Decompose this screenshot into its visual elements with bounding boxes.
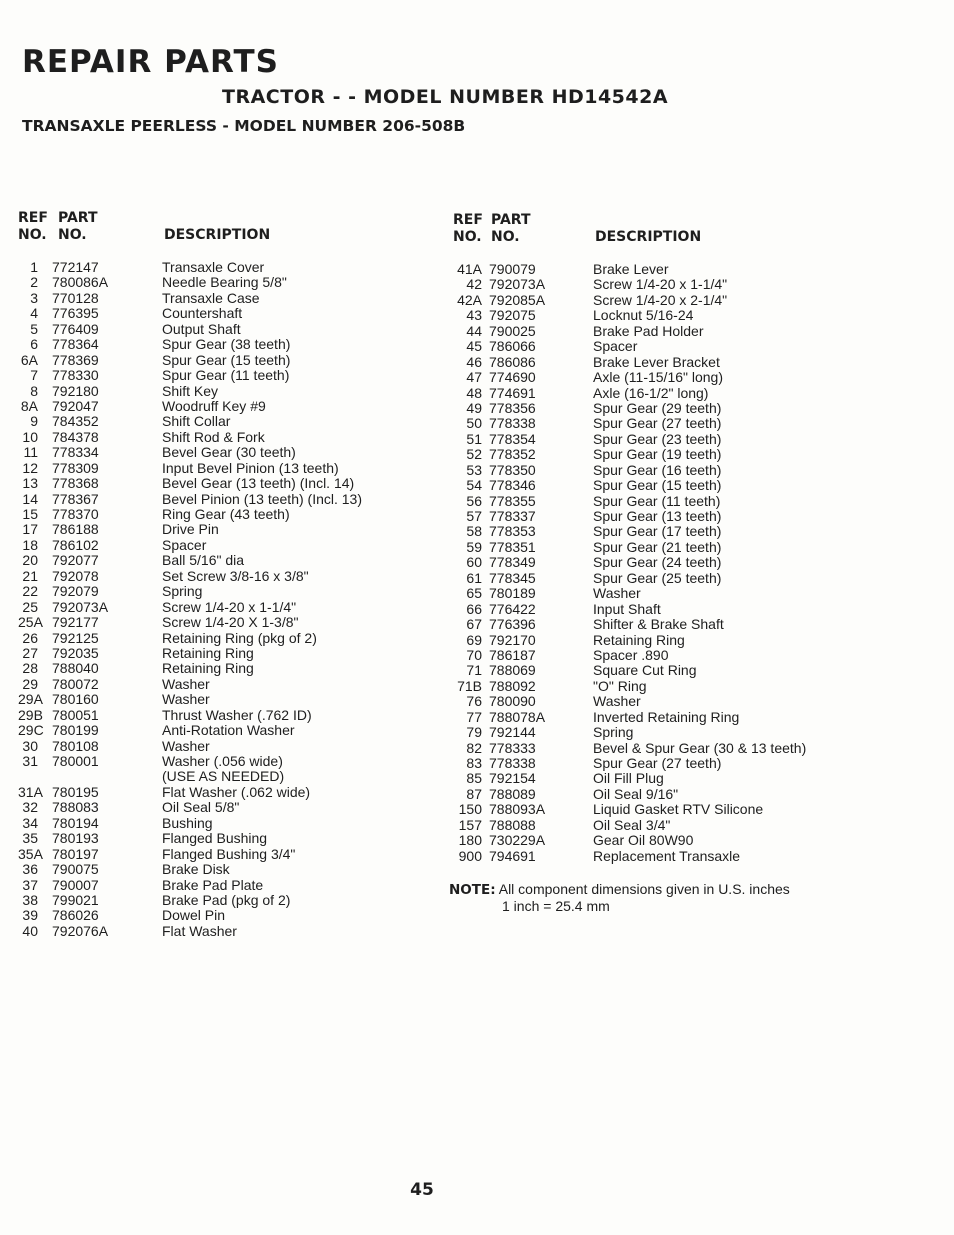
- part-number: 778370: [52, 506, 99, 522]
- part-number: 792170: [489, 631, 536, 648]
- part-number: 780199: [52, 722, 99, 739]
- part-description: Washer: [162, 691, 210, 708]
- part-number: 778330: [52, 367, 99, 384]
- part-number: 790075: [52, 861, 99, 878]
- ref-number: 54: [466, 477, 482, 494]
- part-description: Oil Seal 9/16": [593, 785, 679, 802]
- ref-number: 27: [22, 644, 38, 661]
- ref-number: 34: [22, 814, 38, 831]
- ref-number: 70: [466, 646, 482, 663]
- ref-number: 150: [458, 801, 482, 818]
- part-description: Square Cut Ring: [593, 662, 697, 679]
- ref-number: 58: [466, 523, 482, 540]
- part-description: (USE AS NEEDED): [162, 768, 285, 785]
- ref-number: 157: [458, 816, 482, 833]
- part-number: 778346: [489, 477, 536, 494]
- part-number: 774690: [489, 369, 536, 386]
- ref-number: 8: [30, 382, 38, 399]
- part-label: PART: [491, 212, 531, 228]
- ref-number: 66: [466, 600, 482, 617]
- ref-number: 13: [22, 475, 38, 492]
- part-label: PART: [58, 210, 98, 226]
- part-description: Washer: [593, 693, 641, 710]
- part-number: 780090: [489, 693, 536, 710]
- part-description: Input Bevel Pinion (13 teeth): [162, 459, 339, 476]
- part-description: Retaining Ring: [162, 660, 254, 677]
- part-description: Washer: [162, 737, 210, 754]
- part-number: 778356: [489, 399, 536, 416]
- part-description: Retaining Ring: [162, 644, 254, 661]
- part-number: 774691: [489, 384, 536, 401]
- part-description: Flat Washer (.062 wide): [162, 783, 311, 800]
- part-number: 778333: [489, 739, 536, 756]
- note-text: All component dimensions given in U.S. inches: [498, 881, 790, 897]
- ref-number: 8A: [20, 397, 38, 414]
- part-description: Thrust Washer (.762 ID): [162, 706, 312, 723]
- part-description: Spur Gear (38 teeth): [162, 336, 291, 353]
- part-number: 786026: [52, 907, 99, 924]
- description-label: DESCRIPTION: [595, 229, 702, 245]
- part-number: 788083: [52, 799, 99, 816]
- ref-number: 42: [466, 276, 482, 293]
- part-description: Replacement Transaxle: [593, 847, 741, 864]
- part-number: 778355: [489, 492, 536, 509]
- part-description: Spur Gear (17 teeth): [593, 523, 722, 540]
- part-number: 788089: [489, 785, 536, 802]
- part-number: 792085A: [489, 291, 546, 308]
- part-description: Countershaft: [162, 305, 243, 322]
- part-description: Gear Oil 80W90: [593, 832, 694, 849]
- part-number: 780001: [52, 753, 99, 769]
- part-description: Spur Gear (27 teeth): [593, 755, 722, 771]
- ref-number: 83: [466, 755, 482, 771]
- part-number: 799021: [52, 891, 99, 908]
- part-description: Shifter & Brake Shaft: [593, 616, 724, 633]
- part-number: 730229A: [489, 832, 546, 849]
- ref-number: 61: [466, 569, 482, 586]
- part-number: 792177: [52, 614, 99, 631]
- part-number: 792076A: [52, 922, 109, 939]
- part-number: 784352: [52, 413, 99, 430]
- part-number: 792079: [52, 583, 99, 600]
- part-number: 792047: [52, 397, 99, 414]
- ref-number: 35A: [18, 845, 43, 862]
- ref-number: 69: [466, 631, 482, 648]
- ref-number: 32: [22, 799, 38, 816]
- part-number: 778337: [489, 508, 536, 524]
- ref-number: 57: [466, 508, 482, 524]
- part-description: Bushing: [162, 814, 213, 831]
- page-number: 45: [410, 1180, 434, 1200]
- part-description: Screw 1/4-20 x 1-1/4": [162, 598, 297, 615]
- part-description: Flanged Bushing: [162, 830, 268, 847]
- ref-number: 37: [22, 876, 38, 893]
- part-number: 792077: [52, 552, 99, 569]
- part-number: 780193: [52, 830, 99, 847]
- part-number: 778351: [489, 538, 536, 555]
- ref-number: 67: [466, 616, 482, 633]
- part-number: 776396: [489, 616, 536, 633]
- part-number: 792154: [489, 770, 536, 787]
- ref-number: 29: [22, 675, 38, 692]
- part-description: Woodruff Key #9: [162, 397, 266, 414]
- part-number: 788040: [52, 660, 99, 677]
- part-number: 778369: [52, 351, 99, 368]
- part-number: 778367: [52, 490, 99, 507]
- part-description: Oil Seal 3/4": [593, 816, 671, 833]
- transaxle-model-heading: TRANSAXLE PEERLESS - MODEL NUMBER 206-508B: [22, 117, 466, 135]
- part-number: 792078: [52, 567, 99, 584]
- ref-number: 12: [22, 459, 38, 476]
- part-description: Oil Seal 5/8": [162, 799, 240, 816]
- part-number: 792035: [52, 644, 99, 661]
- part-number: 780197: [52, 845, 99, 862]
- part-description: Ball 5/16" dia: [162, 552, 245, 569]
- part-description: Spacer: [162, 536, 207, 553]
- part-description: Shift Collar: [162, 413, 231, 430]
- part-number: 792125: [52, 629, 99, 646]
- ref-number: 900: [458, 847, 482, 864]
- part-number: 772147: [52, 259, 99, 275]
- part-number: 778353: [489, 523, 536, 540]
- ref-number: 38: [22, 891, 38, 908]
- part-number: 780086A: [52, 274, 109, 291]
- ref-number: 43: [466, 307, 482, 324]
- ref-number: 17: [22, 521, 38, 538]
- part-number: 780051: [52, 706, 99, 723]
- ref-number: 25: [22, 598, 38, 615]
- ref-number: 20: [22, 552, 38, 569]
- ref-number: 85: [466, 770, 482, 787]
- part-number: 788069: [489, 662, 536, 679]
- part-description: Brake Disk: [162, 861, 230, 878]
- ref-number: 35: [22, 830, 38, 847]
- part-description: Shift Rod & Fork: [162, 428, 265, 445]
- ref-label: REF: [453, 212, 483, 228]
- ref-number: 36: [22, 861, 38, 878]
- ref-number: 42A: [457, 291, 482, 308]
- ref-number: 180: [458, 832, 482, 849]
- ref-number: 29A: [18, 691, 43, 708]
- part-number: 784378: [52, 428, 99, 445]
- part-number: 778345: [489, 569, 536, 586]
- ref-number: 6A: [20, 351, 38, 368]
- part-description: Inverted Retaining Ring: [593, 708, 740, 725]
- tractor-model-heading: TRACTOR - - MODEL NUMBER HD14542A: [222, 86, 669, 108]
- part-description: Bevel & Spur Gear (30 & 13 teeth): [593, 739, 807, 756]
- part-number: 780072: [52, 675, 99, 692]
- part-description: Washer: [162, 675, 210, 692]
- part-description: Dowel Pin: [162, 907, 226, 924]
- part-description: Spur Gear (13 teeth): [593, 508, 722, 524]
- part-description: Washer (.056 wide): [162, 753, 283, 769]
- part-number: 786188: [52, 521, 99, 538]
- ref-number: 48: [466, 384, 482, 401]
- part-number: 778338: [489, 415, 536, 432]
- ref-number: 41A: [457, 261, 482, 277]
- part-number: 778334: [52, 444, 99, 461]
- part-number: 778352: [489, 446, 536, 463]
- part-number: 778350: [489, 461, 536, 478]
- part-description: Spur Gear (15 teeth): [593, 477, 722, 494]
- ref-number: 26: [22, 629, 38, 646]
- part-description: Transaxle Cover: [162, 259, 265, 275]
- part-number: 786102: [52, 536, 99, 553]
- part-number: 794691: [489, 847, 536, 864]
- part-description: Brake Pad (pkg of 2): [162, 891, 291, 908]
- part-description: Spur Gear (24 teeth): [593, 554, 722, 571]
- part-number: 790007: [52, 876, 99, 893]
- ref-number: 47: [466, 369, 482, 386]
- ref-number: 79: [466, 724, 482, 741]
- part-number: 780160: [52, 691, 99, 708]
- ref-number: 18: [22, 536, 38, 553]
- ref-number: 31: [22, 753, 38, 769]
- part-description: Spring: [593, 724, 634, 741]
- part-number: 780195: [52, 783, 99, 800]
- part-description: Locknut 5/16-24: [593, 307, 694, 324]
- part-number: 778309: [52, 459, 99, 476]
- part-description: "O" Ring: [593, 677, 647, 694]
- ref-no-label: NO.: [18, 227, 47, 243]
- ref-number: 7: [30, 367, 38, 384]
- part-number: 788078A: [489, 708, 546, 725]
- part-number: 792075: [489, 307, 536, 324]
- part-description: Washer: [593, 585, 641, 602]
- part-number: 780108: [52, 737, 99, 754]
- note-conversion: 1 inch = 25.4 mm: [502, 898, 610, 914]
- ref-number: 15: [22, 506, 38, 522]
- part-description: Spring: [162, 583, 203, 600]
- part-number: 788093A: [489, 801, 546, 818]
- ref-number: 30: [22, 737, 38, 754]
- ref-number: 50: [466, 415, 482, 432]
- ref-number: 22: [22, 583, 38, 600]
- part-description: Output Shaft: [162, 320, 241, 337]
- ref-number: 49: [466, 399, 482, 416]
- part-description: Needle Bearing 5/8": [162, 274, 287, 291]
- part-description: Shift Key: [162, 382, 219, 399]
- part-description: Spur Gear (11 teeth): [593, 492, 721, 509]
- part-description: Screw 1/4-20 X 1-3/8": [162, 614, 299, 631]
- ref-no-label: NO.: [453, 229, 482, 245]
- part-number: 792180: [52, 382, 99, 399]
- part-description: Spur Gear (19 teeth): [593, 446, 722, 463]
- ref-number: 46: [466, 353, 482, 370]
- part-number: 786187: [489, 646, 536, 663]
- part-number: 786086: [489, 353, 536, 370]
- ref-number: 5: [30, 320, 38, 337]
- part-description: Brake Pad Plate: [162, 876, 264, 893]
- ref-number: 25A: [18, 614, 43, 631]
- ref-number: 10: [22, 428, 38, 445]
- ref-number: 11: [23, 444, 38, 461]
- part-number: 788092: [489, 677, 536, 694]
- part-description: Brake Lever Bracket: [593, 353, 720, 370]
- part-number: 776422: [489, 600, 536, 617]
- part-description: Spur Gear (11 teeth): [162, 367, 290, 384]
- part-description: Bevel Gear (13 teeth) (Incl. 14): [162, 475, 355, 492]
- ref-number: 1: [30, 259, 38, 275]
- ref-number: 60: [466, 554, 482, 571]
- part-number: 776395: [52, 305, 99, 322]
- part-number: 788088: [489, 816, 536, 833]
- ref-number: 71: [466, 662, 482, 679]
- ref-number: 3: [30, 289, 38, 306]
- part-description: Flat Washer: [162, 922, 237, 939]
- note-label: NOTE:: [449, 882, 496, 898]
- part-no-label: NO.: [491, 229, 520, 245]
- part-description: Spur Gear (29 teeth): [593, 399, 722, 416]
- part-description: Anti-Rotation Washer: [162, 722, 295, 739]
- part-number: 792073A: [489, 276, 546, 293]
- part-description: Spacer: [593, 338, 638, 355]
- part-number: 790025: [489, 322, 536, 339]
- ref-number: 2: [30, 274, 38, 291]
- ref-number: 9: [30, 413, 38, 430]
- part-description: Retaining Ring: [593, 631, 685, 648]
- part-number: 778368: [52, 475, 99, 492]
- part-number: 792144: [489, 724, 536, 741]
- part-description: Spur Gear (27 teeth): [593, 415, 722, 432]
- part-number: 778349: [489, 554, 536, 571]
- part-description: Drive Pin: [162, 521, 219, 538]
- part-number: 792073A: [52, 598, 109, 615]
- ref-number: 76: [466, 693, 482, 710]
- part-number: 780189: [489, 585, 536, 602]
- part-number: 778354: [489, 430, 536, 447]
- ref-number: 40: [22, 922, 38, 939]
- part-description: Spacer .890: [593, 646, 669, 663]
- ref-number: 53: [466, 461, 482, 478]
- part-description: Spur Gear (25 teeth): [593, 569, 722, 586]
- part-description: Ring Gear (43 teeth): [162, 506, 290, 522]
- part-description: Screw 1/4-20 x 1-1/4": [593, 276, 728, 293]
- part-number: 778364: [52, 336, 99, 353]
- part-description: Spur Gear (21 teeth): [593, 538, 722, 555]
- part-number: 790079: [489, 261, 536, 277]
- part-description: Brake Lever: [593, 261, 669, 277]
- ref-number: 45: [466, 338, 482, 355]
- ref-number: 6: [30, 336, 38, 353]
- part-number: 776409: [52, 320, 99, 337]
- dimensions-note: [449, 881, 790, 914]
- ref-number: 59: [466, 538, 482, 555]
- ref-number: 77: [466, 708, 482, 725]
- part-description: Spur Gear (16 teeth): [593, 461, 722, 478]
- part-description: Retaining Ring (pkg of 2): [162, 629, 317, 646]
- part-description: Axle (16-1/2" long): [593, 384, 709, 401]
- ref-number: 52: [466, 446, 482, 463]
- ref-number: 87: [466, 785, 482, 802]
- part-description: Axle (11-15/16" long): [593, 369, 724, 386]
- ref-number: 82: [466, 739, 482, 756]
- part-number: 770128: [52, 289, 99, 306]
- part-description: Bevel Pinion (13 teeth) (Incl. 13): [162, 490, 362, 507]
- part-description: Liquid Gasket RTV Silicone: [593, 801, 764, 818]
- part-description: Bevel Gear (30 teeth): [162, 444, 296, 461]
- part-description: Spur Gear (15 teeth): [162, 351, 291, 368]
- part-description: Oil Fill Plug: [593, 770, 664, 787]
- ref-label: REF: [18, 210, 48, 226]
- page-title: REPAIR PARTS: [22, 44, 279, 80]
- part-description: Spur Gear (23 teeth): [593, 430, 722, 447]
- ref-number: 28: [22, 660, 38, 677]
- ref-number: 31A: [18, 783, 43, 800]
- ref-number: 4: [30, 305, 38, 322]
- part-number: 780194: [52, 814, 99, 831]
- ref-number: 56: [466, 492, 482, 509]
- ref-number: 14: [22, 490, 38, 507]
- ref-number: 39: [22, 907, 38, 924]
- part-description: Flanged Bushing 3/4": [162, 845, 296, 862]
- ref-number: 29C: [18, 722, 44, 739]
- ref-number: 65: [466, 585, 482, 602]
- ref-number: 71B: [457, 677, 482, 694]
- description-label: DESCRIPTION: [164, 227, 271, 243]
- ref-number: 21: [22, 567, 38, 584]
- ref-number: 29B: [18, 706, 43, 723]
- part-description: Screw 1/4-20 x 2-1/4": [593, 291, 728, 308]
- part-no-label: NO.: [58, 227, 87, 243]
- part-number: 786066: [489, 338, 536, 355]
- part-description: Transaxle Case: [162, 289, 260, 306]
- part-description: Input Shaft: [593, 600, 661, 617]
- ref-number: 44: [466, 322, 482, 339]
- ref-number: 51: [466, 430, 482, 447]
- part-description: Set Screw 3/8-16 x 3/8": [162, 567, 309, 584]
- part-number: 778338: [489, 755, 536, 771]
- part-description: Brake Pad Holder: [593, 322, 704, 339]
